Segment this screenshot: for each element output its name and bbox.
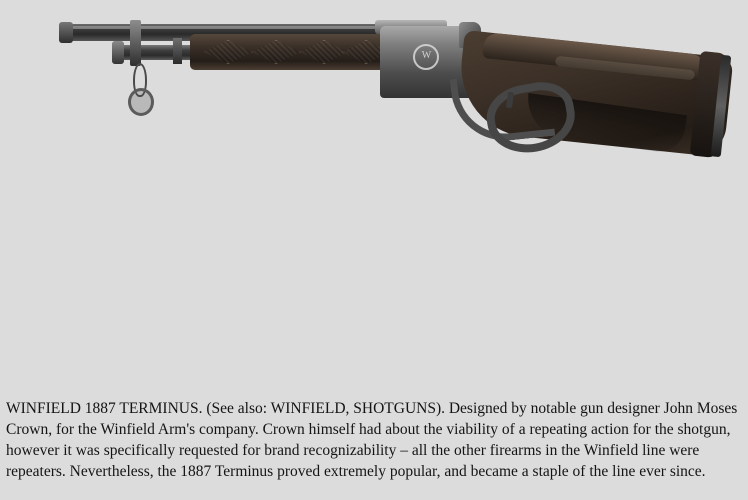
muzzle	[59, 22, 73, 43]
barrel-band-front	[130, 20, 141, 66]
checkering-diamond	[300, 40, 348, 64]
checkering-diamond	[252, 40, 300, 64]
figure-caption: WINFIELD 1887 TERMINUS. (See also: WINFIELD, SHOTGUNS). Designed by notable gun designer John Moses Crown, for the Winfield Arm's company. Crown himself had about the viability of a repeating action for the shotgun, however it was specifically requested for brand recognizability – all the other firearms in the Winfield line were repeaters. Nevertheless, the 1887 Terminus proved extremely popular, and became a staple of the line ever since.	[6, 400, 738, 480]
magazine-tube-cap	[112, 41, 124, 64]
checkering-diamond	[204, 40, 252, 64]
receiver-stamp: W	[413, 44, 439, 70]
firearm-illustration	[55, 8, 735, 188]
barrel-band-rear	[173, 38, 182, 64]
forend-wood	[190, 34, 385, 70]
barrel-highlight	[65, 26, 390, 29]
sling-swivel-ring	[128, 88, 154, 116]
